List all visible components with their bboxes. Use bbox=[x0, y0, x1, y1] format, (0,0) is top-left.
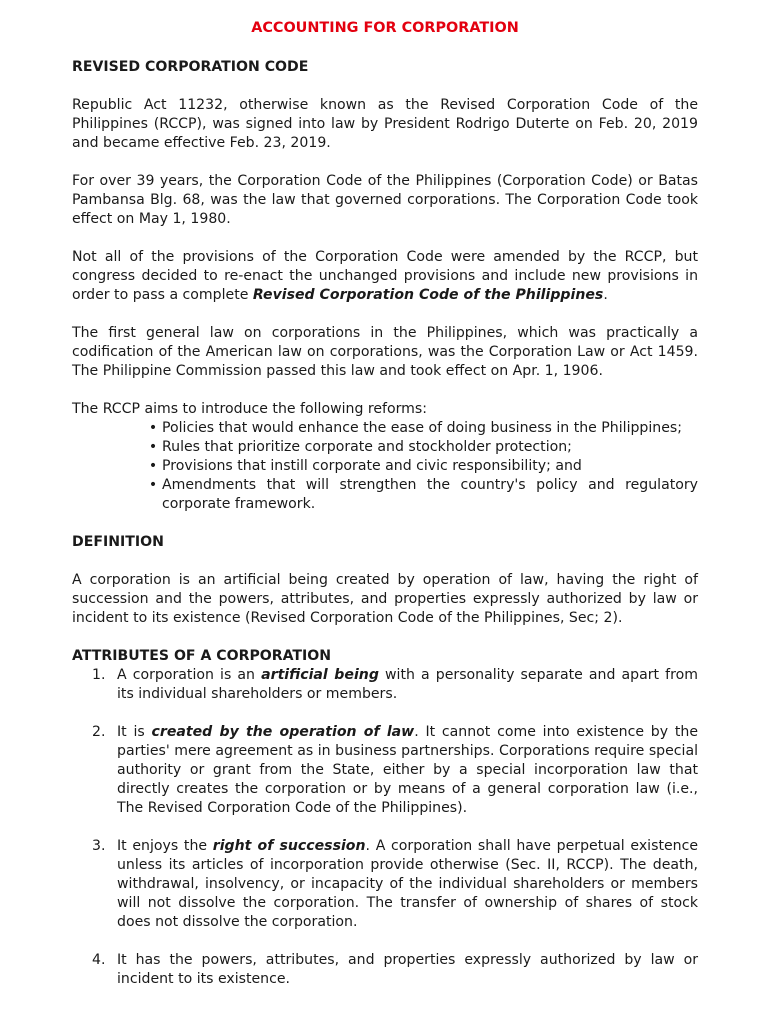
list-number: 2. bbox=[92, 724, 106, 740]
spacer bbox=[72, 932, 698, 951]
paragraph-text: Not all of the provisions of the Corporation Code were amended by the RCCP, but congress decided to re-enact the unchanged provisions and include new provisions in order to pass a complete bbox=[72, 249, 698, 303]
list-item-text: It has the powers, attributes, and properties expressly authorized by law or incident to its existence. bbox=[117, 952, 698, 987]
bullet-icon: • bbox=[148, 439, 158, 455]
emphasis-text: right of succession bbox=[212, 838, 366, 854]
attributes-list bbox=[72, 666, 698, 989]
paragraph-text: . bbox=[603, 287, 608, 303]
paragraph-amendments bbox=[72, 248, 698, 305]
list-item-text: It is bbox=[117, 724, 152, 740]
paragraph-first-general-law: The first general law on corporations in the Philippines, which was practically a codification of the American law on corporations, was the Corporation Law or Act 1459. The Philippine Commission passed this law and took effect on Apr. 1, 1906. bbox=[72, 325, 698, 379]
spacer bbox=[72, 514, 698, 533]
paragraph-reforms-intro: The RCCP aims to introduce the following reforms: bbox=[72, 401, 427, 417]
document-page bbox=[72, 19, 698, 989]
list-item-text: Rules that prioritize corporate and stockholder protection; bbox=[162, 439, 572, 455]
list-item bbox=[72, 666, 698, 704]
bullet-icon: • bbox=[148, 458, 158, 474]
bullet-icon: • bbox=[148, 477, 158, 493]
paragraph-definition: A corporation is an artificial being created by operation of law, having the right of succession and the powers, attributes, and properties expressly authorized by law or incident to its existence (Revised Corporation Code of the Philippines, Sec; 2). bbox=[72, 572, 698, 626]
spacer bbox=[72, 704, 698, 723]
spacer bbox=[72, 77, 698, 96]
emphasis-text: artificial being bbox=[261, 667, 379, 683]
spacer bbox=[72, 229, 698, 248]
reforms-list bbox=[144, 419, 698, 514]
emphasis-text: created by the operation of law bbox=[151, 724, 415, 740]
list-number: 1. bbox=[92, 667, 106, 683]
spacer bbox=[72, 628, 698, 647]
paragraph-ra-11232: Republic Act 11232, otherwise known as the Revised Corporation Code of the Philippines (RCCP), was signed into law by President Rodrigo Duterte on Feb. 20, 2019 and became effective Feb. 23, 2019. bbox=[72, 97, 698, 151]
spacer bbox=[72, 818, 698, 837]
spacer bbox=[72, 381, 698, 400]
list-item bbox=[72, 723, 698, 818]
emphasis-text: Revised Corporation Code of the Philippines bbox=[252, 287, 604, 303]
list-item-text: . A corporation shall have perpetual existence unless its articles of incorporation provide otherwise (Sec. II, RCCP). The death, withdrawal, insolvency, or incapacity of the individual shareholders or members will not dissolve the corporation. The transfer of ownership of shares of stock does not dissolve the corporation. bbox=[117, 838, 698, 930]
list-item bbox=[144, 457, 698, 476]
list-item bbox=[144, 476, 698, 514]
list-item-text: . It cannot come into existence by the parties' mere agreement as in business partnerships. Corporations require special authority or grant from the State, either by a special incorporation law that directly creates the corporation or by means of a general corporation law (i.e., The Revised Corporation Code of the Philippines). bbox=[117, 724, 698, 816]
list-item-text: Provisions that instill corporate and civic responsibility; and bbox=[162, 458, 582, 474]
list-item bbox=[144, 438, 698, 457]
spacer bbox=[72, 305, 698, 324]
paragraph-corporation-code-history: For over 39 years, the Corporation Code of the Philippines (Corporation Code) or Batas Pambansa Blg. 68, was the law that governed corporations. The Corporation Code took effect on May 1, 1980. bbox=[72, 173, 698, 227]
list-item-text: Policies that would enhance the ease of doing business in the Philippines; bbox=[162, 420, 682, 436]
bullet-icon: • bbox=[148, 420, 158, 436]
spacer bbox=[72, 552, 698, 571]
list-item-text: with a personality separate and apart from its individual shareholders or members. bbox=[117, 667, 698, 702]
list-number: 3. bbox=[92, 838, 106, 854]
section-heading-definition: DEFINITION bbox=[72, 534, 164, 550]
spacer bbox=[72, 153, 698, 172]
section-heading-attributes: ATTRIBUTES OF A CORPORATION bbox=[72, 648, 332, 664]
list-item bbox=[72, 837, 698, 932]
list-item bbox=[72, 951, 698, 989]
document-title: ACCOUNTING FOR CORPORATION bbox=[251, 20, 519, 36]
list-item-text: A corporation is an bbox=[117, 667, 262, 683]
list-item-text: It enjoys the bbox=[117, 838, 213, 854]
list-item bbox=[144, 419, 698, 438]
list-item-text: Amendments that will strengthen the country's policy and regulatory corporate framework. bbox=[162, 477, 698, 512]
list-number: 4. bbox=[92, 952, 106, 968]
section-heading-revised-code: REVISED CORPORATION CODE bbox=[72, 59, 309, 75]
